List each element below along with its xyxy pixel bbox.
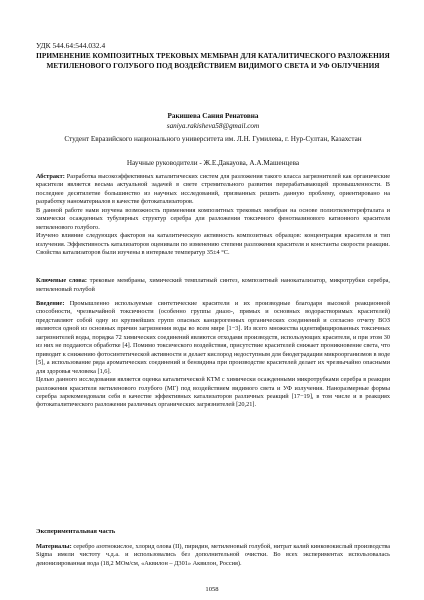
author-name: Ракишева Сания Ренатовна [167,112,259,120]
author-email[interactable]: saniya.rakisheva58@gmail.com [166,122,260,130]
abstract-paragraph-1 [36,173,390,207]
materials-lead: Материалы: [36,543,72,550]
abstract-text: Разработка высокоэффективных каталитических систем для разложения такого класса загрязнителей как органические красители является весьма актуальной задачей в свете стремительного развития перерабатывающей промышленности. В последнее десятилетие большинство из научных исследований, призванных решить данную проблему, ориентировано на разработку наноматериалов в качестве фотокатализаторов. [36,173,390,206]
materials-text: серебро азотнокислое, хлорид олова (II), пиридин, метиленовый голубой, нитрат калий кинковокислый производства Sigma имели чистоту ч.д.а. и использовались без дополнительной очистки. Во всех экспериментах использовалась деионизированная вода (18,2 МОм/см, «Аквилон – Д301» Аквилон, Россия). [36,543,390,567]
introduction [36,300,390,410]
abstract-paragraph-3: Изучено влияние следующих факторов на каталитическую активность композитных образцов: концентрация красителя и тип излучения. Эффективность катализаторов оценивали по изменению степени разложения красителя и константы скорости реакции. Свойства катализаторов были изучены в интервале температур 35±4 °С. [36,232,390,257]
page-number: 1058 [205,586,219,593]
abstract-lead: Абстракт: [36,173,65,180]
intro-text: Промышленно используемые синтетические красители и их производные благодаря высокой реакционной способности, чрезвычайной токсичности (особенно группы диазо-, прямых и основных водорастворимых красителей) представляют собой одну из крупнейших групп опасных канцерогенных органических соединений и согласно отчету ВОЗ являются одной из основных причин загрязнения воды во всем мире [1−3]. Из всего множества идентифицированных токсичных загрязнителей воды, порядка 72 химических соединений являются отходами производств, использующих красители, и при этом 30 из них не поддаются обработке [4]. Помимо токсического воздействия, присутствие красителей снижает проникновение света, что приводит к снижению фотосинтетической активности и делает кислород недоступным для биодеградации микроорганизмов в воде [5], а использование ряда ароматических соединений и бензидина при производстве красителей делает их чрезвычайно опасными для здоровья человека [1,6]. [36,300,390,375]
paper-title: ПРИМЕНЕНИЕ КОМПОЗИТНЫХ ТРЕКОВЫХ МЕМБРАН ДЛЯ КАТАЛИТИЧЕСКОГО РАЗЛОЖЕНИЯ МЕТИЛЕНОВОГО ГОЛУБОГО ПОД ВОЗДЕЙСТВИЕМ ВИДИМОГО СВЕТА И УФ ОБЛУЧЕНИЯ [36,51,390,70]
intro-paragraph-1 [36,300,390,376]
keywords [36,277,390,294]
section-heading-experimental: Экспериментальная часть [36,528,116,535]
keywords-lead: Ключевые слова: [36,277,87,284]
intro-paragraph-2: Целью данного исследования является оценка каталитической КТМ с химически осажденными микротрубками серебра в реакции разложения красителя метиленового голубого (МГ) под воздействием видимого света и УФ излучения. Наноразмерные формы серебра зарекомендовали себя в качестве эффективных катализаторов различных реакций [17−19], в том числе и в реакциях фотокаталитического разложения различных органических загрязнителей [20,21]. [36,376,390,409]
supervisors: Научные руководители - Ж.Е.Дакауова, А.А.Машенцева [126,159,300,167]
materials [36,543,390,568]
intro-lead: Введение: [36,300,65,307]
abstract [36,173,390,258]
keywords-text: трековые мембраны, химический темплатный синтез, композитный нанокатализатор, микротрубки серебра, метиленовый голубой [36,277,390,293]
udk-code: УДК 544.64:544.032.4 [36,41,106,50]
abstract-paragraph-2: В данной работе нами изучена возможность применения композитных трековых мембран на основе полиэтилентерефталата и химически осажденных тубулярных структур серебра для разложения токсичного фенотиазинового катионного красителя метиленового голубого. [36,206,390,231]
author-affiliation: Студент Евразийского национального университета им. Л.Н. Гумилева, г. Нур-Султан, Казахстан [64,135,362,143]
